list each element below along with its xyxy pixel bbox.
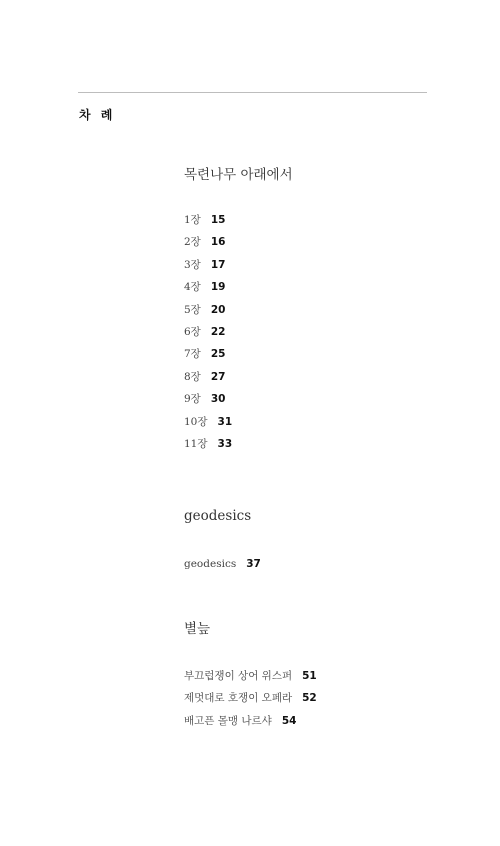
entry-page-number: 31 (217, 415, 233, 428)
section-title: 목련나무 아래에서 (184, 167, 293, 183)
toc-entry[interactable] (184, 411, 293, 433)
entry-label: 5장 (184, 303, 201, 316)
entry-label: 7장 (184, 348, 201, 361)
section-title: geodesics (184, 508, 252, 524)
entry-page-number: 15 (210, 214, 226, 226)
entry-label: 배고픈 몰맹 나르샤 (184, 714, 272, 727)
entry-page-number: 30 (210, 393, 226, 406)
toc-entry[interactable] (184, 276, 293, 298)
entry-label: 부끄럽쟁이 상어 위스퍼 (184, 670, 293, 682)
toc-entry[interactable] (184, 388, 293, 410)
top-divider-rule (78, 92, 427, 93)
toc-section-1 (184, 165, 293, 455)
entry-label: 2장 (184, 236, 201, 249)
entry-label: 제멋대로 호쟁이 오페라 (184, 692, 293, 705)
entry-label: geodesics (184, 558, 237, 570)
toc-entry[interactable] (184, 433, 293, 455)
toc-entry[interactable] (184, 665, 317, 687)
section-entries (184, 553, 261, 575)
toc-entry[interactable] (184, 687, 317, 709)
entry-page-number: 33 (217, 437, 233, 450)
entry-page-number: 22 (210, 325, 226, 338)
toc-entry[interactable] (184, 321, 293, 343)
entry-page-number: 20 (210, 303, 226, 316)
entry-page-number: 52 (302, 692, 317, 705)
entry-label: 11장 (184, 437, 208, 450)
entry-label: 10장 (184, 415, 208, 428)
section-entries (184, 209, 293, 455)
toc-entry[interactable] (184, 366, 293, 388)
entry-label: 3장 (184, 258, 201, 271)
entry-page-number: 19 (210, 281, 226, 294)
toc-section-3 (184, 619, 317, 732)
entry-page-number: 25 (210, 348, 226, 361)
toc-entry[interactable] (184, 254, 293, 276)
toc-heading: 차 례 (79, 108, 116, 122)
toc-entry[interactable] (184, 231, 293, 253)
entry-page-number: 16 (210, 236, 226, 249)
section-title: 별늪 (184, 621, 211, 637)
entry-page-number: 51 (302, 670, 317, 682)
entry-label: 1장 (184, 214, 201, 226)
entry-page-number: 27 (210, 370, 226, 383)
toc-entry[interactable] (184, 209, 293, 231)
entry-page-number: 17 (210, 258, 226, 271)
entry-label: 4장 (184, 281, 201, 294)
entry-page-number: 37 (246, 558, 261, 570)
toc-entry[interactable] (184, 553, 261, 575)
toc-section-2 (184, 506, 261, 575)
toc-entry[interactable] (184, 710, 317, 732)
toc-entry[interactable] (184, 299, 293, 321)
entry-page-number: 54 (281, 714, 297, 727)
section-entries (184, 665, 317, 732)
entry-label: 9장 (184, 393, 201, 406)
toc-entry[interactable] (184, 343, 293, 365)
entry-label: 8장 (184, 370, 201, 383)
entry-label: 6장 (184, 325, 201, 338)
